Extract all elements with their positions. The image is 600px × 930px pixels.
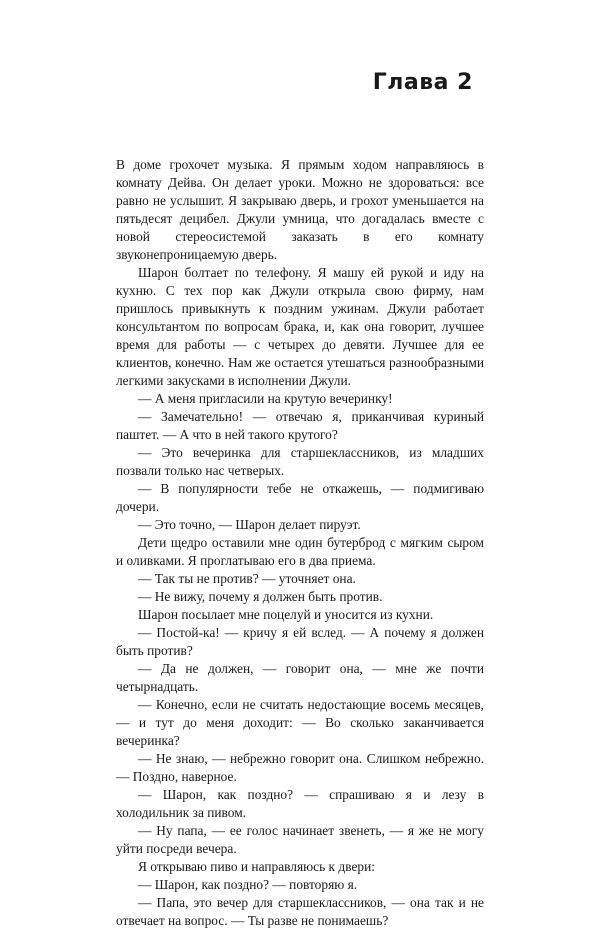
paragraph: — Шарон, как поздно? — спрашиваю я и лезу в холодильник за пивом. bbox=[116, 787, 484, 820]
paragraph: — А меня пригласили на крутую вечеринку! bbox=[138, 391, 393, 406]
body-text bbox=[116, 156, 484, 930]
paragraph: — Конечно, если не считать недостающие восемь месяцев, — и тут до меня доходит: — Во сколько заканчивается вечеринка? bbox=[116, 697, 484, 748]
chapter-title: Глава 2 bbox=[372, 70, 473, 95]
paragraph: — Это точно, — Шарон делает пируэт. bbox=[138, 517, 361, 532]
paragraph: Я открываю пиво и направляюсь к двери: bbox=[138, 859, 375, 874]
paragraph: Шарон посылает мне поцелуй и уносится из кухни. bbox=[138, 607, 434, 622]
paragraph: — В популярности тебе не откажешь, — подмигиваю дочери. bbox=[116, 481, 484, 514]
paragraph: — Да не должен, — говорит она, — мне же почти четырнадцать. bbox=[116, 661, 484, 694]
paragraph: — Это вечеринка для старшеклассников, из младших позвали только нас четверых. bbox=[116, 445, 484, 478]
paragraph: — Не знаю, — небрежно говорит она. Слишком небрежно. — Поздно, наверное. bbox=[116, 751, 484, 784]
paragraph: Шарон болтает по телефону. Я машу ей рукой и иду на кухню. С тех пор как Джули открыла свою фирму, нам пришлось привыкнуть к поздним ужинам. Джули работает консультантом по вопросам брака, и, как она говорит, лучшее время для работы — с четырех до девяти. Лучшее для ее клиентов, конечно. Нам же остается утешаться разнообразными легкими закусками в исполнении Джули. bbox=[116, 265, 484, 388]
paragraph: Дети щедро оставили мне один бутерброд с мягким сыром и оливками. Я проглатываю его в два приема. bbox=[116, 535, 484, 568]
paragraph: — Замечательно! — отвечаю я, приканчивая куриный паштет. — А что в ней такого крутого? bbox=[116, 409, 484, 442]
paragraph: — Не вижу, почему я должен быть против. bbox=[138, 589, 383, 604]
paragraph: — Папа, это вечер для старшеклассников, — она так и не отвечает на вопрос. — Ты разве не понимаешь? bbox=[116, 895, 484, 928]
paragraph: — Постой-ка! — кричу я ей вслед. — А почему я должен быть против? bbox=[116, 625, 484, 658]
paragraph: — Так ты не против? — уточняет она. bbox=[138, 571, 356, 586]
paragraph: В доме грохочет музыка. Я прямым ходом направляюсь в комнату Дейва. Он делает уроки. Можно не здороваться: все равно не услышит. Я закрываю дверь, и грохот уменьшается на пятьдесят децибел. Джули умница, что догадалась вместе с новой стереосистемой заказать в его комнату звуконепроницаемую дверь. bbox=[116, 157, 484, 262]
paragraph: — Ну папа, — ее голос начинает звенеть, — я же не могу уйти посреди вечера. bbox=[116, 823, 484, 856]
paragraph: — Шарон, как поздно? — повторяю я. bbox=[138, 877, 358, 892]
